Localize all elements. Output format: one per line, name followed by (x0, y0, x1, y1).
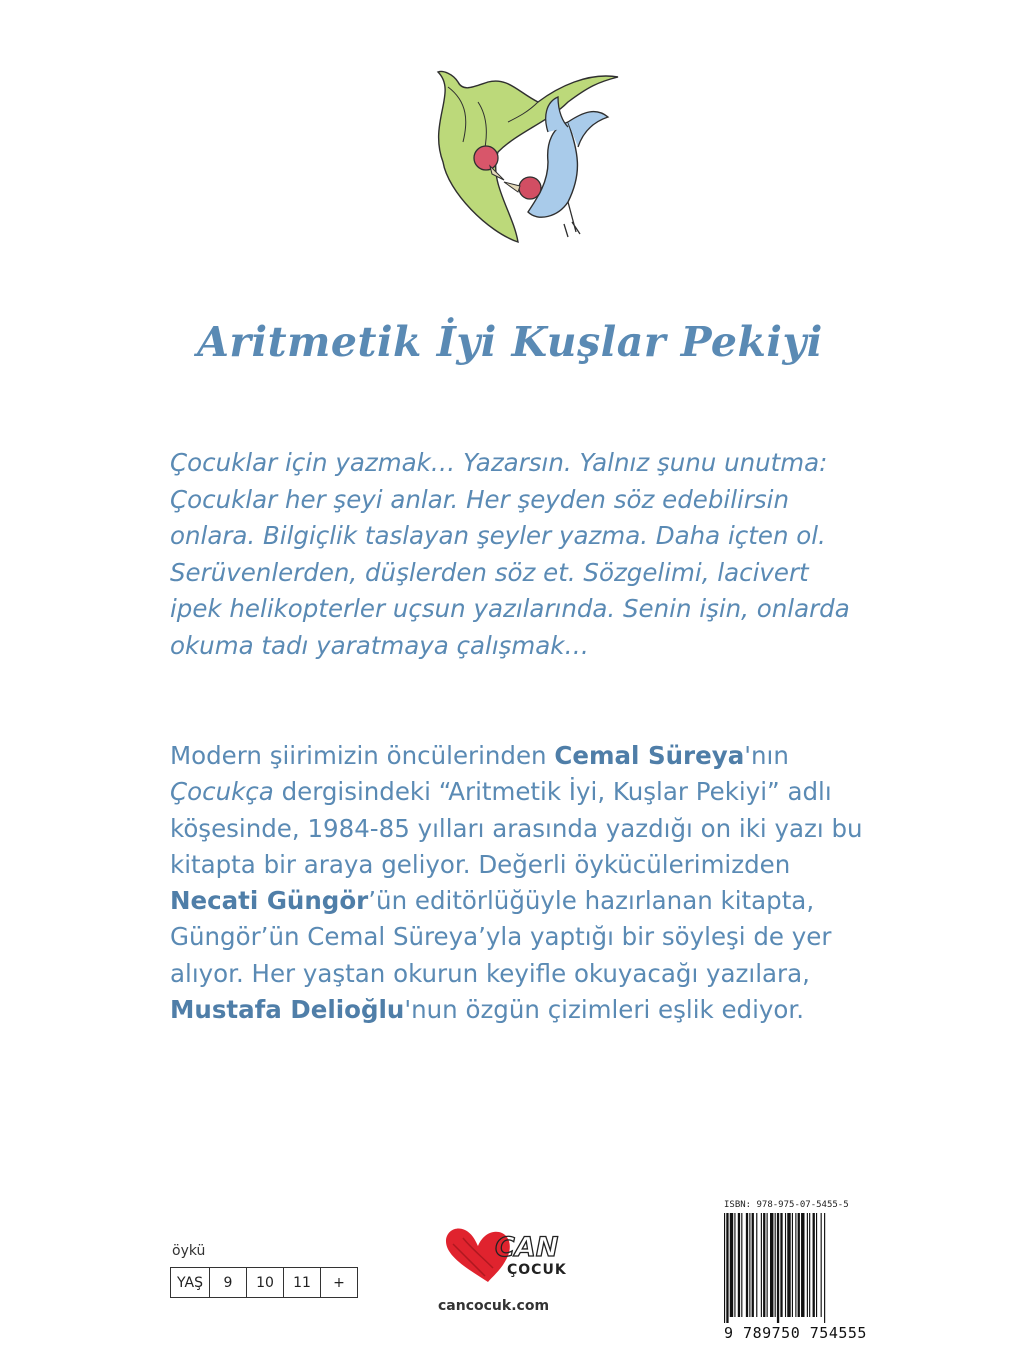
age-cell-11: 11 (284, 1268, 321, 1297)
barcode (724, 1200, 867, 1342)
green-bird (438, 71, 618, 242)
illustrator-name: Mustafa Delioğlu (170, 995, 405, 1025)
age-cell-10: 10 (247, 1268, 284, 1297)
green-bird-head (474, 146, 498, 170)
barcode-bars (724, 1213, 864, 1323)
blue-bird (528, 122, 577, 217)
age-cell-9: 9 (210, 1268, 247, 1297)
svg-text:ÇOCUK: ÇOCUK (507, 1262, 567, 1278)
book-quote: Çocuklar için yazmak… Yazarsın. Yalnız şunu unutma: Çocuklar her şeyi anlar. Her şeyden söz edebilirsin onlara. Bilgiçlik taslayan şeyler yazma. Daha içten ol. Serüvenlerden, düşlerden söz et. Sözgelimi, lacivert ipek helikopterler uçsun yazılarında. Senin işin, onlarda okuma tadı yaratmaya çalışmak… (170, 448, 850, 660)
blue-bird-head (519, 177, 541, 199)
genre-label: öykü (172, 1243, 206, 1259)
svg-text:CAN: CAN (495, 1232, 559, 1263)
can-cocuk-logo (443, 1224, 575, 1286)
age-label: YAŞ (171, 1268, 210, 1297)
website-link[interactable]: cancocuk.com (438, 1298, 550, 1314)
isbn-label: ISBN: 978-975-07-5455-5 (724, 1200, 849, 1210)
book-description: Modern şiirimizin öncülerinden Cemal Süreya'nın Çocukça dergisindeki “Aritmetik İyi, Kuşlar Pekiyi” adlı köşesinde, 1984-85 yılları arasında yazdığı on iki yazı bu kitapta bir araya geliyor. Değerli öykücülerimizden Necati Güngör’ün editörlüğüyle hazırlanan kitapta, Güngör’ün Cemal Süreya’yla yaptığı bir söyleşi de yer alıyor. Her yaştan okurun keyifle okuyacağı yazılara, Mustafa Delioğlu'nun özgün çizimleri eşlik ediyor. (170, 741, 863, 1025)
age-range-table (170, 1267, 358, 1298)
magazine-name: Çocukça (170, 777, 274, 807)
barcode-number: 9 789750 754555 (724, 1324, 867, 1342)
editor-name: Necati Güngör (170, 886, 369, 916)
author-name: Cemal Süreya (554, 741, 745, 770)
age-cell-plus: + (333, 1274, 345, 1291)
book-title: Aritmetik İyi Kuşlar Pekiyi (197, 318, 823, 366)
birds-illustration (418, 62, 628, 262)
